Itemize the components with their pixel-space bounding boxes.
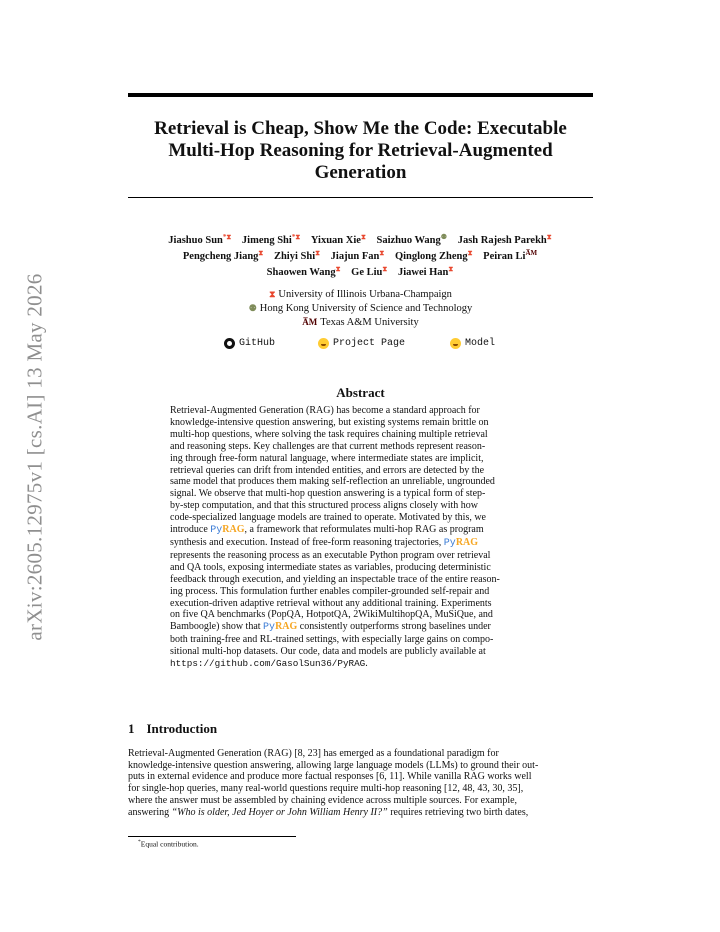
author: Jiashuo Sun*⧗ [168, 233, 232, 246]
author-row [100, 233, 620, 246]
model-link[interactable] [450, 338, 495, 349]
intro-line: puts in external evidence and produce more factual responses [6, 11]. While vanilla RAG works well [128, 771, 532, 783]
github-link-label: GitHub [239, 338, 276, 349]
affiliation-marker: ⧗ [448, 265, 454, 273]
intro-line: where the answer must be assembled by chaining evidence across multiple sources. For example, [128, 794, 518, 806]
author: Yixuan Xie⧗ [310, 233, 366, 246]
affiliation [128, 317, 593, 328]
footnote-rule [128, 836, 296, 837]
introduction-body [128, 748, 594, 818]
intro-line: for single-hop queries, many real-world questions require multi-hop reasoning [12, 48, 43, 30, 35], [128, 783, 524, 795]
affiliation-name: Hong Kong University of Science and Technology [259, 303, 473, 314]
abstract-line: and QA tools, exposing intermediate states as variables, producing deterministic [170, 561, 491, 573]
abstract-line: represents the reasoning process as an executable Python program over retrieval [170, 549, 491, 561]
code-url-link[interactable]: https://github.com/GasolSun36/PyRAG [170, 658, 366, 670]
author: Zhiyi Shi⧗ [273, 249, 321, 262]
intro-line: Retrieval-Augmented Generation (RAG) [8, 23] has emerged as a foundational paradigm for [128, 748, 499, 759]
example-question: “Who is older, Jed Hoyer or John William Henry II?” [171, 806, 388, 818]
abstract-line: feedback through execution, and yielding an inspectable trace of the entire reason- [170, 573, 500, 585]
affiliation-name: Texas A&M University [320, 317, 419, 328]
abstract-line: sitional multi-hop datasets. Our code, data and models are publicly available at [170, 646, 486, 658]
affiliation-marker: A̅M [525, 249, 538, 257]
github-icon [224, 338, 235, 349]
abstract-line: knowledge-intensive question answering, but existing systems remain brittle on [170, 416, 489, 428]
title-bottom-rule [128, 197, 593, 198]
abstract-body [170, 405, 550, 670]
paper-title [128, 118, 593, 184]
abstract-line: execution-driven adaptive retrieval without any additional training. Experiments [170, 597, 492, 609]
resource-links [128, 338, 593, 352]
author: Jimeng Shi*⧗ [241, 233, 301, 246]
footnote-text: Equal contribution. [140, 839, 199, 849]
abstract-line: same model that produces them making self-reflection an unreliable, ungrounded [170, 476, 495, 488]
system-name[interactable]: PyRAG [443, 536, 479, 549]
author: Ge Liu⧗ [351, 265, 388, 278]
abstract-line: Retrieval-Augmented Generation (RAG) has become a standard approach for [170, 405, 480, 416]
affiliation-marker: ⧗ [467, 249, 473, 257]
intro-line: knowledge-intensive question answering, allowing large language models (LLMs) to ground their out- [128, 759, 539, 771]
abstract-line: signal. We observe that multi-hop question answering is a typical form of step- [170, 488, 486, 500]
affiliation [128, 303, 593, 314]
arxiv-identifier [14, 262, 56, 652]
author-row [100, 265, 620, 278]
abstract-line: ing through free-form natural language, where intermediate states are implicit, [170, 452, 484, 464]
affiliation-marker: ⚉ [440, 233, 448, 241]
abstract-line: by-step computation, and that this structured process aligns closely with how [170, 500, 478, 512]
abstract-line: https://github.com/GasolSun36/PyRAG. [170, 658, 368, 670]
footnote [138, 839, 199, 849]
affiliation-marker: ⧗ [269, 289, 276, 299]
author: Pengcheng Jiang⧗ [182, 249, 264, 262]
abstract-line: and reasoning steps. Key challenges are that current methods represent reason- [170, 440, 486, 452]
section-number: 1 [128, 721, 135, 736]
affiliation-marker: ⚉ [248, 303, 257, 313]
footnote-mark: * [138, 839, 141, 845]
system-name[interactable]: PyRAG [210, 524, 245, 537]
author: Jiawei Han⧗ [397, 265, 454, 278]
abstract-line: retrieval queries can drift from intended entities, and errors are detected by the [170, 464, 485, 476]
abstract-line: introduce PyRAG, a framework that reformulates multi-hop RAG as program [170, 524, 484, 537]
abstract-line: both training-free and RL-trained settings, with especially large gains on compo- [170, 634, 494, 646]
affiliation-marker: *⧗ [222, 233, 232, 241]
author: Saizhuo Wang⚉ [376, 233, 448, 246]
title-line: Multi-Hop Reasoning for Retrieval-Augmented [168, 140, 553, 161]
author-row [100, 249, 620, 262]
author: Peiran $Li^{A̅M}$ [483, 249, 538, 262]
abstract-heading: Abstract [336, 385, 385, 400]
author: Qinglong Zheng⧗ [394, 249, 473, 262]
affiliation-name: University of Illinois Urbana-Champaign [278, 289, 452, 300]
affiliation-marker: ⧗ [335, 265, 341, 273]
project-page-link-label: Project Page [333, 338, 406, 349]
title-line: Retrieval is Cheap, Show Me the Code: Executable [154, 118, 567, 139]
affiliation-marker: ⧗ [546, 233, 552, 241]
intro-line: answering “Who is older, Jed Hoyer or John William Henry II?” requires retrieving two birth dates, [128, 806, 529, 818]
abstract-line: multi-hop questions, where solving the task requires chaining multiple retrieval [170, 428, 488, 440]
section-heading-introduction [128, 721, 217, 737]
title-line: Generation [314, 162, 407, 183]
section-title: Introduction [146, 721, 218, 736]
arxiv-identifier-text: arXiv:2605.12975v1 [cs.AI] 13 May 2026 [22, 273, 47, 641]
abstract-line: Bamboogle) show that PyRAG consistently outperforms strong baselines under [170, 621, 491, 634]
abstract-line: synthesis and execution. Instead of free-form reasoning trajectories, PyRAG [170, 536, 479, 549]
hugging-face-icon [318, 338, 329, 349]
affiliation-marker: ⧗ [382, 265, 388, 273]
affiliation-marker: *⧗ [291, 233, 301, 241]
project-page-link[interactable] [318, 338, 405, 349]
abstract-line: ing process. This formulation further enables compiler-grounded self-repair and [170, 585, 490, 597]
affiliation-marker: ⧗ [258, 249, 264, 257]
hugging-face-icon [450, 338, 461, 349]
github-link[interactable] [224, 338, 275, 349]
affiliation-marker: ⧗ [379, 249, 385, 257]
author: Jiajun Fan⧗ [330, 249, 385, 262]
abstract-line: on five QA benchmarks (PopQA, HotpotQA, 2WikiMultihopQA, MuSiQue, and [170, 609, 493, 621]
model-link-label: Model [465, 338, 496, 349]
title-top-rule [128, 93, 593, 97]
affiliation-marker: ⧗ [360, 233, 366, 241]
affiliation-marker: ⧗ [315, 249, 321, 257]
system-name[interactable]: PyRAG [263, 621, 298, 634]
affiliation-marker: A̅M [302, 317, 318, 327]
author: Jash Rajesh Parekh⧗ [457, 233, 552, 246]
author: Shaowen Wang⧗ [266, 265, 341, 278]
abstract-line: code-specialized language models are trained to operate. Motivated by this, we [170, 512, 486, 524]
affiliation [128, 289, 593, 300]
